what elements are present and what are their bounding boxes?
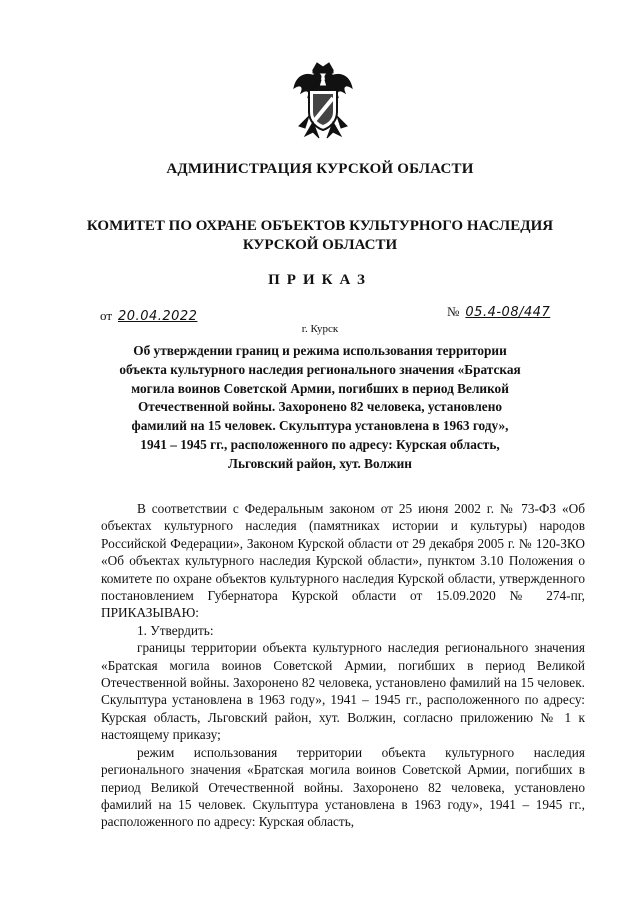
coat-of-arms-icon <box>291 60 355 142</box>
city-line: г. Курск <box>301 323 339 335</box>
administration-heading: АДМИНИСТРАЦИЯ КУРСКОЙ ОБЛАСТИ <box>166 161 474 177</box>
body-paragraph: В соответствии с Федеральным законом от 25 июня 2002 г. № 73-ФЗ «Об объектах культурного наследия (памятниках истории и культуры) народов Российской Федерации», Законом Курской области от 29 декабря 2005 г. № 120-ЗКО «Об объектах культурного наследия Курской области», пунктом 3.10 Положения о комитете по охране объектов культурного наследия Курской области, утвержденного постановлением Губернатора Курской области от 15.09.2020 № 274-пг, ПРИКАЗЫВАЮ: <box>101 501 585 621</box>
order-body <box>101 500 585 831</box>
handwritten-date: 20.04.2022 <box>118 309 198 324</box>
body-paragraph: 1. Утвердить: <box>137 622 214 638</box>
date-line <box>100 308 197 324</box>
handwritten-number: 05.4-08/447 <box>465 305 551 320</box>
body-paragraph: границы территории объекта культурного наследия регионального значения «Братская могила воинов Советской Армии, погибших в период Великой Отечественной войны. Захоронено 82 человека, установлено фамилий на 15 человек. Скульптура установлена в 1963 году», 1941 – 1945 гг., расположенного по адресу: Курская область, Льговский район, хут. Волжин, согласно приложению № 1 к настоящему приказу; <box>101 640 585 743</box>
body-paragraph: режим использования территории объекта культурного наследия регионального значения «Братская могила воинов Советской Армии, погибших в период Великой Отечественной войны. Захоронено 82 человека, установлено фамилий на 15 человек. Скульптура установлена в 1963 году», 1941 – 1945 гг., расположенного по адресу: Курская область, <box>101 744 585 830</box>
number-line <box>447 304 550 320</box>
number-prefix: № <box>447 304 460 319</box>
document-type-heading: ПРИКАЗ <box>268 272 372 288</box>
committee-heading: КОМИТЕТ ПО ОХРАНЕ ОБЪЕКТОВ КУЛЬТУРНОГО НАСЛЕДИЯ КУРСКОЙ ОБЛАСТИ <box>86 218 554 253</box>
order-title: Об утверждении границ и режима использования территории объекта культурного наследия регионального значения «Братская могила воинов Советской Армии, погибших в период Великой Отечественной войны. Захоронено 82 человека, установлено фамилий на 15 человек. Скульптура установлена в 1963 году», 1941 – 1945 гг., расположенного по адресу: Курская область, Льговский район, хут. Волжин <box>119 343 521 471</box>
date-prefix: от <box>100 308 113 323</box>
